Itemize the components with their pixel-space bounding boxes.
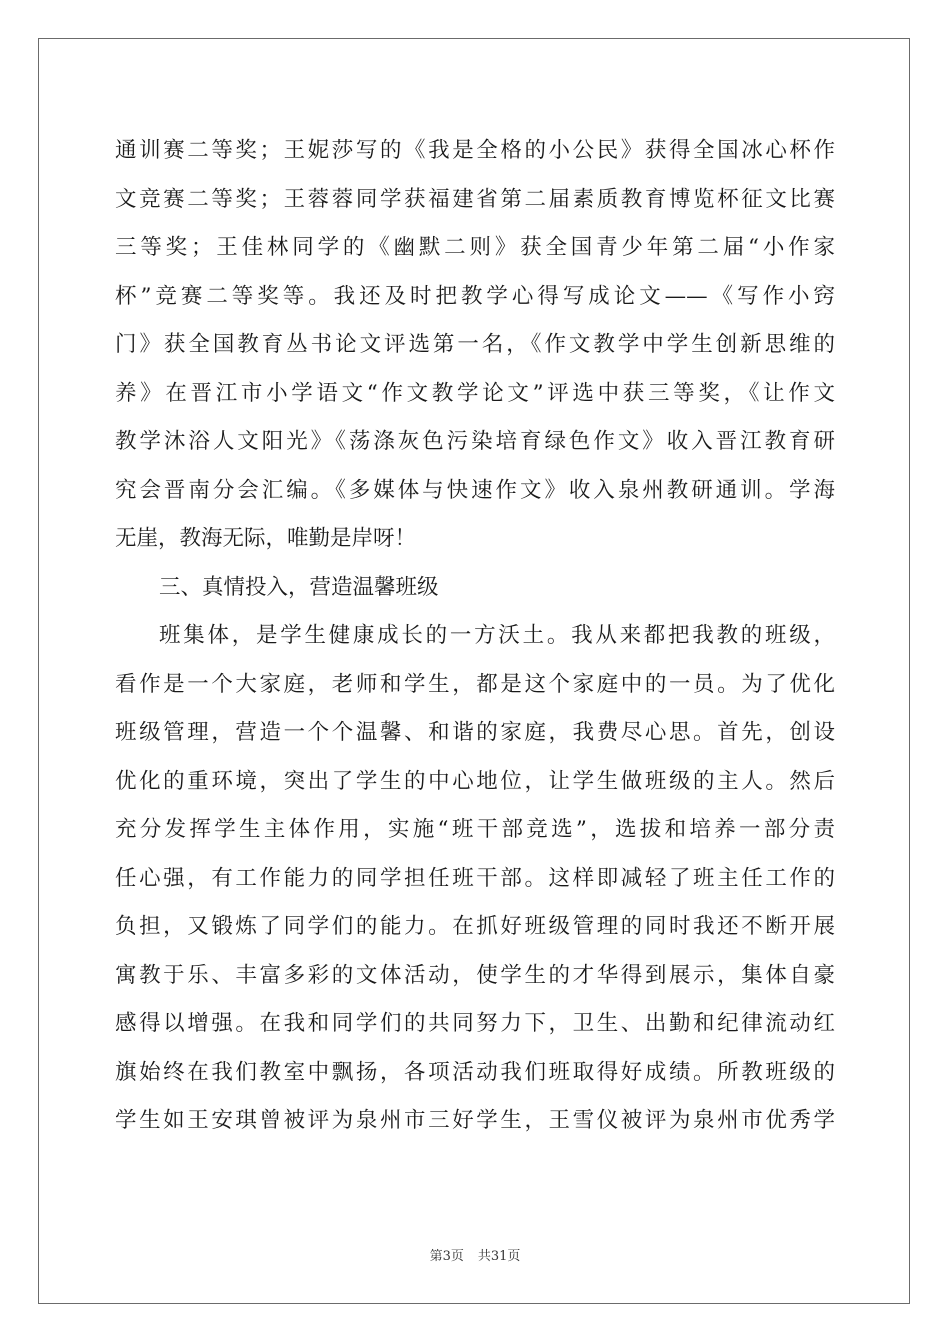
text-line: 优化的重环境，突出了学生的中心地位，让学生做班级的主人。然后 — [115, 768, 835, 794]
text-line: 文竞赛二等奖；王蓉蓉同学获福建省第二届素质教育博览杯征文比赛 — [115, 186, 835, 212]
text-line: 寓教于乐、丰富多彩的文体活动，使学生的才华得到展示，集体自豪 — [115, 962, 835, 988]
text-line: 负担，又锻炼了同学们的能力。在抓好班级管理的同时我还不断开展 — [115, 914, 835, 939]
text-line: 无崖，教海无际，唯勤是岸呀！ — [115, 526, 417, 551]
text-line: 感得以增强。在我和同学们的共同努力下，卫生、出勤和纪律流动红 — [115, 1011, 835, 1036]
text-line: 任心强，有工作能力的同学担任班干部。这样即减轻了班主任工作的 — [115, 865, 835, 891]
page-number-total: 共31页 — [477, 1249, 521, 1264]
text-line: 养》在晋江市小学语文“作文教学论文”评选中获三等奖，《让作文 — [115, 380, 835, 406]
text-line: 班集体，是学生健康成长的一方沃土。我从来都把我教的班级， — [159, 623, 835, 648]
text-line: 杯”竞赛二等奖等。我还及时把教学心得写成论文——《写作小窍 — [115, 283, 835, 309]
page-footer — [0, 1245, 950, 1264]
text-line: 学生如王安琪曾被评为泉州市三好学生，王雪仪被评为泉州市优秀学 — [115, 1108, 835, 1133]
text-line: 究会晋南分会汇编。《多媒体与快速作文》收入泉州教研通训。学海 — [115, 477, 835, 503]
page-number-current: 第3页 — [429, 1249, 464, 1264]
text-line: 班级管理，营造一个个温馨、和谐的家庭，我费尽心思。首先，创设 — [115, 720, 835, 745]
section-heading: 三、真情投入，营造温馨班级 — [159, 574, 439, 600]
document-body — [115, 127, 835, 1146]
text-line: 三等奖；王佳林同学的《幽默二则》获全国青少年第二届“小作家 — [115, 235, 835, 260]
text-line: 通训赛二等奖；王妮莎写的《我是全格的小公民》获得全国冰心杯作 — [115, 138, 835, 163]
text-line: 充分发挥学生主体作用，实施“班干部竞选”，选拔和培养一部分责 — [115, 817, 835, 842]
text-line: 看作是一个大家庭，老师和学生，都是这个家庭中的一员。为了优化 — [115, 671, 835, 697]
text-line: 门》获全国教育丛书论文评选第一名，《作文教学中学生创新思维的 — [115, 332, 835, 357]
text-line: 旗始终在我们教室中飘扬，各项活动我们班取得好成绩。所教班级的 — [115, 1059, 835, 1085]
text-line: 教学沐浴人文阳光》《荡涤灰色污染培育绿色作文》收入晋江教育研 — [115, 429, 835, 454]
